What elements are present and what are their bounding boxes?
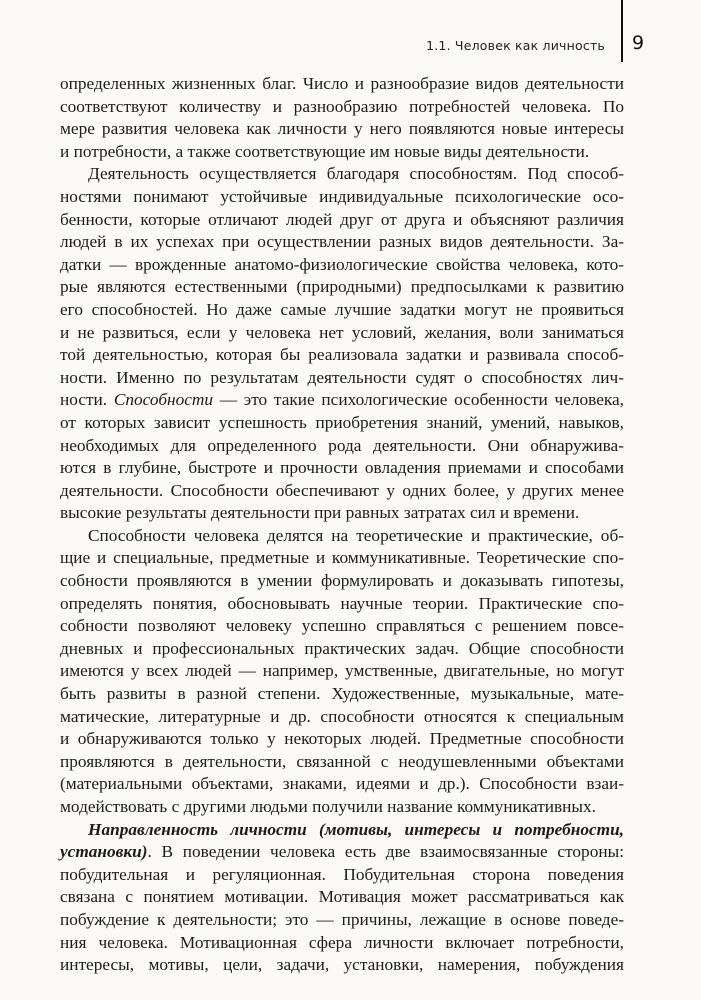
text-line: и обнаруживаются только у некоторых людей. Предметные способности — [60, 729, 624, 749]
text-line: определенных жизненных благ. Число и разнообразие видов деятельности — [60, 74, 624, 93]
running-head: 1.1. Человек как личность — [426, 38, 605, 53]
text-line: дневных и профессиональных практических задач. Общие способности — [60, 638, 624, 658]
text-line: необходимых для определенного рода деятельности. Они обнаружива- — [60, 435, 624, 455]
text-line: интересы, мотивы, цели, задачи, установки, намерения, побуждения — [60, 955, 624, 975]
term-span: Способности — [113, 390, 214, 410]
text-line: рые являются естественными (природными) предпосылками к развитию — [60, 277, 624, 297]
page-number: 9 — [632, 32, 645, 54]
text-line: имеются у всех людей — например, умственные, двигательные, но могут — [60, 661, 624, 681]
text-line: ностями понимают устойчивые индивидуальные психологические осо- — [60, 186, 624, 206]
text-line: побуждение к деятельности; это — причины, лежащие в основе поведе- — [60, 909, 624, 929]
text-span: ности. — [60, 390, 114, 410]
text-line: матические, литературные и др. способности относятся к специальным — [60, 706, 624, 726]
text-line-with-heading — [60, 841, 624, 864]
text-line: ются в глубине, быстроте и прочности овладения приемами и способами — [60, 458, 624, 478]
text-line: деятельности. Способности обеспечивают у одних более, у других менее — [60, 480, 624, 500]
text-line: связана с понятием мотивации. Мотивация может рассматриваться как — [60, 887, 624, 907]
text-line: и потребности, а также соответствующие им новые виды деятельности. — [60, 141, 590, 161]
text-span: — это такие психологические особенности человека, — [213, 390, 624, 410]
text-line: щие и специальные, предметные и коммуникативные. Теоретические спо- — [60, 548, 624, 568]
text-line: быть развиты в разной степени. Художественные, музыкальные, мате- — [60, 684, 624, 704]
text-line: (материальными объектами, знаками, идеями и др.). Способности взаи- — [60, 774, 624, 794]
text-line: побудительная и регуляционная. Побудительная сторона поведения — [60, 864, 624, 884]
text-line: проявляются в деятельности, связанной с неодушевленными объектами — [60, 751, 624, 771]
text-line: модействовать с другими людьми получили название коммуникативных. — [60, 797, 596, 816]
text-line: собности позволяют человеку успешно справляться с решением повсе- — [60, 616, 624, 636]
text-line: собности проявляются в умении формулировать и доказывать гипотезы, — [60, 571, 624, 591]
text-span: . В поведении человека есть две взаимосвязанные стороны: — [147, 842, 624, 862]
text-line: соответствуют количеству и разнообразию потребностей человека. По — [60, 96, 624, 116]
text-line: людей в их успехах при осуществлении разных видов деятельности. За- — [60, 232, 624, 252]
text-line: от которых зависит успешность приобретения знаний, умений, навыков, — [60, 412, 624, 432]
text-line: датки — врожденные анатомо-физиологические свойства человека, кото- — [60, 254, 624, 274]
text-line: мере развития человека как личности у него появляются новые интересы — [60, 119, 624, 139]
section-heading: Направленность личности (мотивы, интересы и потребности, — [88, 819, 624, 839]
header-rule — [621, 0, 623, 62]
text-line: и не развиться, если у человека нет условий, желания, воли заниматься — [60, 322, 624, 342]
text-line: высокие результаты деятельности при равных затратах сил и времени. — [60, 503, 580, 523]
text-line: Способности человека делятся на теоретические и практические, об- — [88, 525, 624, 545]
text-line: его способностей. Но даже самые лучшие задатки могут не проявиться — [60, 299, 624, 319]
text-line-with-term — [60, 389, 624, 412]
text-line: определять понятия, обосновывать научные теории. Практические спо- — [60, 593, 624, 613]
text-line: той деятельностью, которая бы реализовала задатки и развивала способ- — [60, 345, 624, 365]
text-line: ности. Именно по результатам деятельности судят о способностях лич- — [60, 367, 624, 387]
text-line: ния человека. Мотивационная сфера личности включает потребности, — [60, 932, 624, 952]
section-heading-term: установки) — [60, 842, 148, 862]
text-line: Деятельность осуществляется благодаря способностям. Под способ- — [88, 164, 624, 184]
text-line: бенности, которые отличают людей друг от друга и объясняют различия — [60, 209, 624, 229]
body-text — [60, 73, 624, 977]
